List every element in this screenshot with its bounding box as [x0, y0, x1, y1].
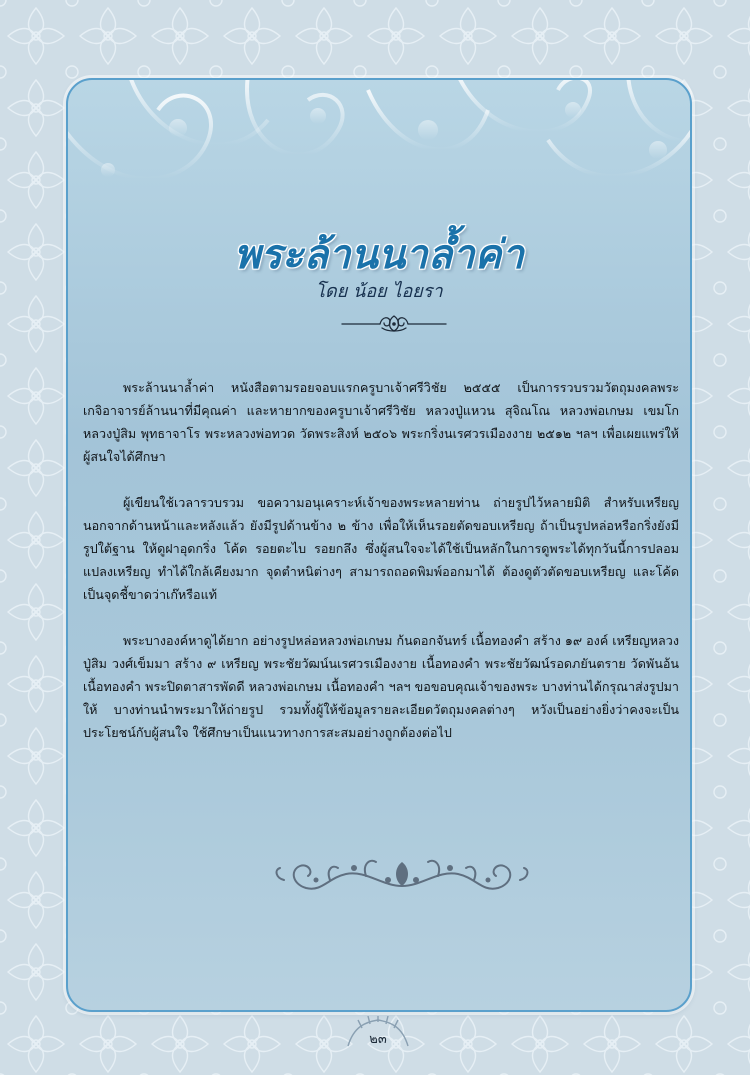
paragraph-1: พระล้านนาล้ำค่า หนังสือตามรอยจอบแรกครูบาเจ้าศรีวิชัย ๒๕๕๕ เป็นการรวบรวมวัตถุมงคลพระเกจิอาจารย์ล้านนาที่มีคุณค่า และหายากของครูบาเจ้าศรีวิชัย หลวงปู่แหวน สุจิณโณ หลวงพ่อเกษม เขมโก หลวงปู่สิม พุทธาจาโร พระหลวงพ่อทวด วัดพระสิงห์ ๒๕๐๖ พระกริ่งนเรศวรเมืองงาย ๒๕๑๒ ฯลฯ เพื่อเผยแพร่ให้ผู้สนใจได้ศึกษา — [83, 380, 679, 464]
floral-vine-ornament-icon — [270, 850, 535, 900]
body-text — [83, 376, 679, 767]
content-panel — [66, 78, 692, 1012]
paragraph-2: ผู้เขียนใช้เวลารวบรวม ขอความอนุเคราะห์เจ้าของพระหลายท่าน ถ่ายรูปไว้หลายมิติ สำหรับเหรียญนอกจากด้านหน้าและหลังแล้ว ยังมีรูปด้านข้าง ๒ ข้าง เพื่อให้เห็นรอยตัดขอบเหรียญ ถ้าเป็นรูปหล่อหรือกริ่งยังมีรูปใต้ฐาน ให้ดูฝาอุดกริ่ง โค้ด รอยตะไบ รอยกลึง ซึ่งผู้สนใจจะได้ใช้เป็นหลักในการดูพระได้ทุกวันนี้การปลอมแปลงเหรียญ ทำได้ใกล้เคียงมาก จุดตำหนิต่างๆ สามารถถอดพิมพ์ออกมาได้ ต้องดูตัวตัดขอบเหรียญ และโค้ด เป็นจุดชี้ขาดว่าเก๊หรือแท้ — [83, 495, 679, 602]
page-number: ๒๓ — [369, 1032, 387, 1047]
page-title: พระล้านนาล้ำค่า — [234, 231, 524, 278]
paragraph-3: พระบางองค์หาดูได้ยาก อย่างรูปหล่อหลวงพ่อเกษม ก้นดอกจันทร์ เนื้อทองคำ สร้าง ๑๙ องค์ เหรียญหลวงปู่สิม วงศ์เข็มมา สร้าง ๙ เหรียญ พระชัยวัฒน์นเรศวรเมืองงาย เนื้อทองคำ พระชัยวัฒน์รอดภยันตราย วัดพันอ้น เนื้อทองคำ พระปิดตาสารพัดดี หลวงพ่อเกษม เนื้อทองคำ ฯลฯ ขอขอบคุณเจ้าของพระ บางท่านได้กรุณาส่งรูปมาให้ บางท่านนำพระมาให้ถ่ายรูป รวมทั้งผู้ให้ข้อมูลรายละเอียดวัตถุมงคลต่างๆ หวังเป็นอย่างยิ่งว่าคงจะเป็นประโยชน์กับผู้สนใจ ใช้ศึกษาเป็นแนวทางการสะสมอย่างถูกต้องต่อไป — [83, 633, 679, 740]
scroll-flourish-icon — [338, 312, 450, 334]
author-byline: โดย น้อย ไอยรา — [315, 281, 443, 302]
